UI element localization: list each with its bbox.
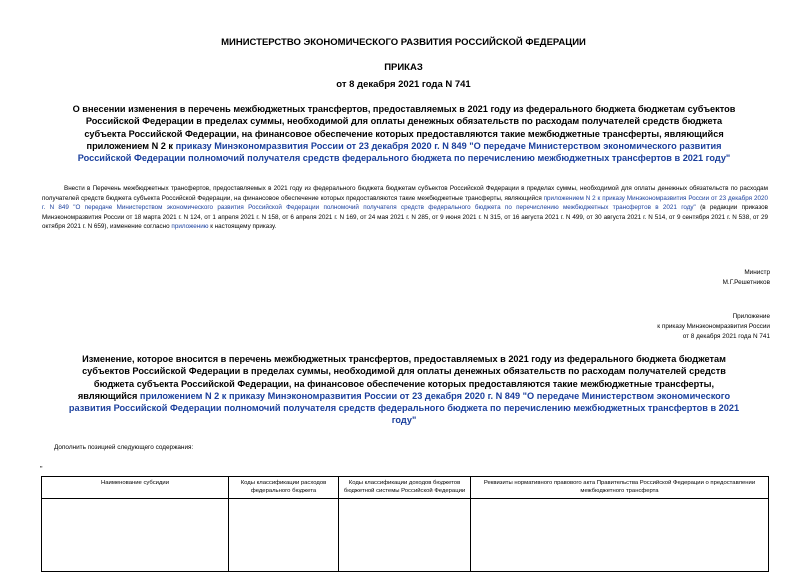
doc-type-heading: ПРИКАЗ — [384, 62, 423, 73]
table-header-row — [42, 477, 769, 499]
order-title-text: О внесении изменения в перечень межбюджетных трансфертов, предоставляемых в 2021 году из федерального бюджета бюджетам субъектов Российской Федерации в пределах суммы, необходимой для оплаты денежных обязательств по расходам получателей средств бюджета субъекта Российской Федерации, на финансовое обеспечение которых предоставляются такие межбюджетные трансферты, являющийся приложением N 2 к — [72, 104, 736, 151]
table-cell — [471, 498, 769, 571]
order-title-link[interactable]: приказу Минэкономразвития России от 23 декабря 2020 г. N 849 "О передаче Министерством экономического развития Российской Федерации полномочий получателя средств федерального бюджета по перечислению межбюджетных трансфертов в 2021 году" — [77, 140, 731, 164]
signature-block — [600, 268, 770, 288]
col-expense-codes: Коды классификации расходов федерального бюджета — [229, 477, 339, 499]
body-link-appendix[interactable]: приложению — [171, 223, 209, 231]
table-row — [42, 498, 769, 571]
transfers-table — [41, 476, 769, 572]
add-position-text: Дополнить позицией следующего содержания: — [54, 444, 194, 451]
opening-quote: " — [40, 466, 43, 473]
body-part2: (в редакции приказов Минэкономразвития России от 18 марта 2021 г. N 124, от 1 апреля 2021 г. N 158, от 6 апреля 2021 г. N 169, от 24 мая 2021 г. N 285, от 9 июня 2021 г. N 315, от 16 августа 2021 г. N 499, от 30 августа 2021 г. N 514, от 9 сентября 2021 г. N 538, от 29 октября 2021 г. N 659), изменение согласно — [42, 204, 769, 231]
appendix-line1: Приложение — [732, 313, 770, 320]
col-subsidy-name: Наименование субсидии — [42, 477, 229, 499]
appendix-title — [64, 353, 744, 427]
signature-name: М.Г.Решетников — [722, 278, 770, 286]
appendix-title-text: Изменение, которое вносится в перечень межбюджетных трансфертов, предоставляемых в 2021 году из федерального бюджета бюджетам субъектов Российской Федерации в пределах суммы, необходимой для оплаты денежных обязательств по расходам получателей средств бюджета субъекта Российской Федерации, на финансовое обеспечение которых предоставляются такие межбюджетные трансферты, являющийся — [77, 354, 726, 401]
table-cell — [42, 498, 229, 571]
appendix-header — [560, 312, 770, 341]
appendix-line2: к приказу Минэкономразвития России — [657, 322, 770, 330]
ministry-heading: МИНИСТЕРСТВО ЭКОНОМИЧЕСКОГО РАЗВИТИЯ РОССИЙСКОЙ ФЕДЕРАЦИИ — [221, 37, 586, 48]
table-cell — [339, 498, 471, 571]
order-date-number: от 8 декабря 2021 года N 741 — [336, 79, 471, 90]
body-link-appendix2[interactable]: приложением N 2 к приказу Минэкономразвития России от 23 декабря 2020 г. N 849 "О передаче Министерством экономического развития Российской Федерации полномочий получателя средств федерального бюджета по перечислению межбюджетных трансфертов в 2021 году" — [42, 194, 768, 212]
signature-position: Министр — [744, 269, 770, 276]
appendix-title-link[interactable]: приложением N 2 к приказу Минэкономразвития России от 23 декабря 2020 г. N 849 "О передаче Министерством экономического развития Российской Федерации полномочий получателя средств федерального бюджета по перечислению межбюджетных трансфертов в 2021 году" — [68, 390, 740, 426]
body-part1: Внести в Перечень межбюджетных трансфертов, предоставляемых в 2021 году из федерального бюджета бюджетам субъектов Российской Федерации в пределах суммы, необходимой для оплаты денежных обязательств по расходам получателей средств бюджета субъекта Российской Федерации, на финансовое обеспечение которых предоставляются такие межбюджетные трансферты, являющийся — [42, 185, 768, 202]
table-cell — [229, 498, 339, 571]
col-income-codes: Коды классификации доходов бюджетов бюджетной системы Российской Федерации — [339, 477, 471, 499]
order-body-paragraph — [42, 184, 768, 232]
order-title — [64, 103, 744, 164]
col-legal-act-details: Реквизиты нормативного правового акта Правительства Российской Федерации о предоставлении межбюджетного трансферта — [471, 477, 769, 499]
body-part3: к настоящему приказу. — [208, 223, 277, 231]
appendix-line3: от 8 декабря 2021 года N 741 — [682, 332, 770, 340]
